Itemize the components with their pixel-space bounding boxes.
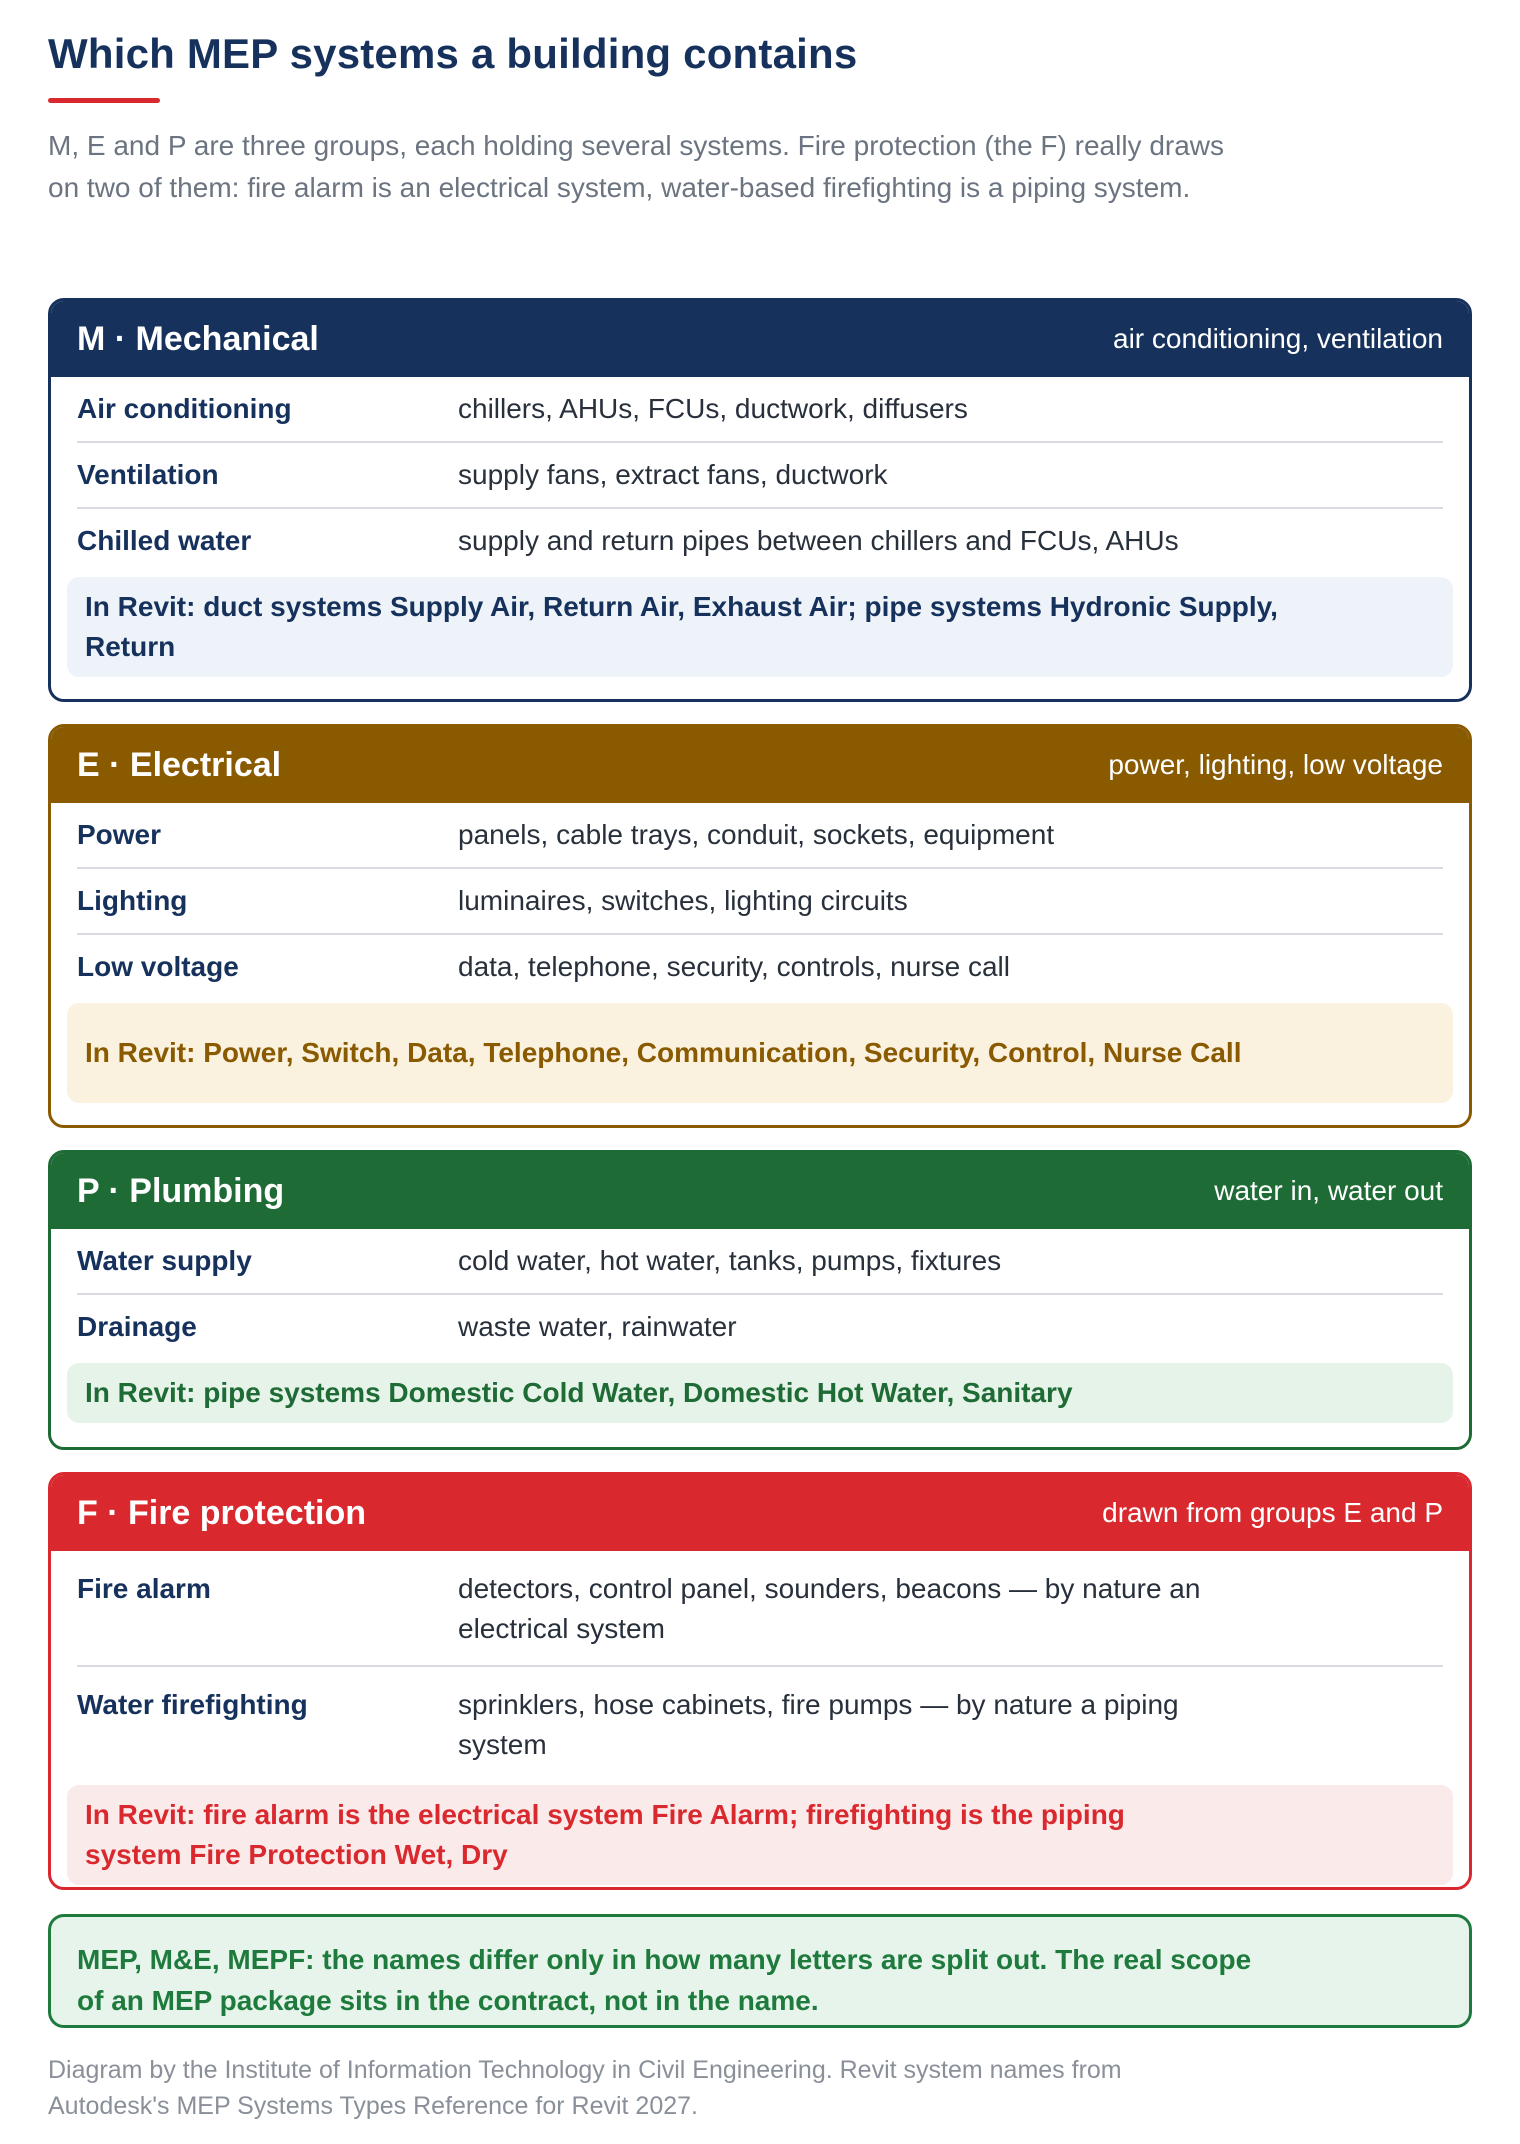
system-name: Lighting: [77, 885, 188, 916]
system-name: Water supply: [77, 1245, 252, 1276]
group-card-electrical: [48, 724, 1472, 1128]
summary-text: MEP, M&E, MEPF: the names differ only in how many letters are split out. The real scope of an MEP package sits in the contract, not in the name.: [77, 1944, 1252, 2016]
system-description: luminaires, switches, lighting circuits: [458, 885, 908, 916]
system-row: [77, 935, 1443, 999]
system-row: [77, 443, 1443, 509]
group-title: M · Mechanical: [77, 319, 319, 358]
group-card-mechanical: [48, 298, 1472, 702]
system-name: Chilled water: [77, 525, 252, 556]
title-accent-rule: [48, 98, 160, 103]
system-row: [77, 1229, 1443, 1295]
summary-callout: [48, 1914, 1472, 2028]
system-description: waste water, rainwater: [458, 1311, 737, 1342]
revit-note-text: In Revit: fire alarm is the electrical system Fire Alarm; firefighting is the piping system Fire Protection Wet, Dry: [85, 1799, 1125, 1870]
revit-note: [67, 1785, 1453, 1885]
system-row: [77, 1667, 1443, 1781]
system-name: Water firefighting: [77, 1689, 308, 1720]
system-description: data, telephone, security, controls, nurse call: [458, 951, 1011, 982]
system-name: Drainage: [77, 1311, 197, 1342]
group-tagline: water in, water out: [1214, 1175, 1443, 1206]
group-tagline: air conditioning, ventilation: [1113, 323, 1443, 354]
system-description: chillers, AHUs, FCUs, ductwork, diffusers: [458, 393, 968, 424]
system-description: cold water, hot water, tanks, pumps, fixtures: [458, 1245, 1002, 1276]
group-card-plumbing: [48, 1150, 1472, 1450]
system-name: Ventilation: [77, 459, 219, 490]
revit-note: [67, 577, 1453, 677]
group-tagline: power, lighting, low voltage: [1108, 749, 1443, 780]
system-name: Fire alarm: [77, 1573, 211, 1604]
revit-note-text: In Revit: Power, Switch, Data, Telephone, Communication, Security, Control, Nurse Call: [85, 1037, 1242, 1068]
system-list: [51, 377, 1469, 573]
group-header-mechanical: [51, 301, 1469, 377]
system-list: [51, 1551, 1469, 1781]
group-title: P · Plumbing: [77, 1171, 285, 1210]
group-card-fire-protection: [48, 1472, 1472, 1890]
group-header-fire-protection: [51, 1475, 1469, 1551]
group-header-electrical: [51, 727, 1469, 803]
group-title: F · Fire protection: [77, 1493, 366, 1532]
group-title: E · Electrical: [77, 745, 282, 784]
system-name: Air conditioning: [77, 393, 292, 424]
system-row: [77, 1551, 1443, 1667]
system-row: [77, 803, 1443, 869]
system-row: [77, 869, 1443, 935]
page-title: Which MEP systems a building contains: [48, 30, 858, 77]
revit-note-text: In Revit: duct systems Supply Air, Return Air, Exhaust Air; pipe systems Hydronic Supply, Return: [85, 591, 1278, 662]
group-tagline: drawn from groups E and P: [1102, 1497, 1443, 1528]
system-list: [51, 1229, 1469, 1359]
system-row: [77, 509, 1443, 573]
system-description: sprinklers, hose cabinets, fire pumps — by nature a piping system: [458, 1689, 1179, 1760]
system-name: Low voltage: [77, 951, 239, 982]
source-footnote: Diagram by the Institute of Information Technology in Civil Engineering. Revit system names from Autodesk's MEP Systems Types Reference for Revit 2027.: [48, 2056, 1122, 2120]
intro-text: M, E and P are three groups, each holding several systems. Fire protection (the F) really draws on two of them: fire alarm is an electrical system, water-based firefighting is a piping system.: [48, 130, 1225, 203]
system-row: [77, 377, 1443, 443]
system-description: supply fans, extract fans, ductwork: [458, 459, 888, 490]
group-header-plumbing: [51, 1153, 1469, 1229]
system-name: Power: [77, 819, 162, 850]
revit-note: [67, 1003, 1453, 1103]
revit-note: [67, 1363, 1453, 1423]
system-description: supply and return pipes between chillers and FCUs, AHUs: [458, 525, 1179, 556]
system-list: [51, 803, 1469, 999]
revit-note-text: In Revit: pipe systems Domestic Cold Water, Domestic Hot Water, Sanitary: [85, 1377, 1073, 1408]
system-description: panels, cable trays, conduit, sockets, equipment: [458, 819, 1055, 850]
system-row: [77, 1295, 1443, 1359]
system-description: detectors, control panel, sounders, beacons — by nature an electrical system: [458, 1573, 1201, 1644]
